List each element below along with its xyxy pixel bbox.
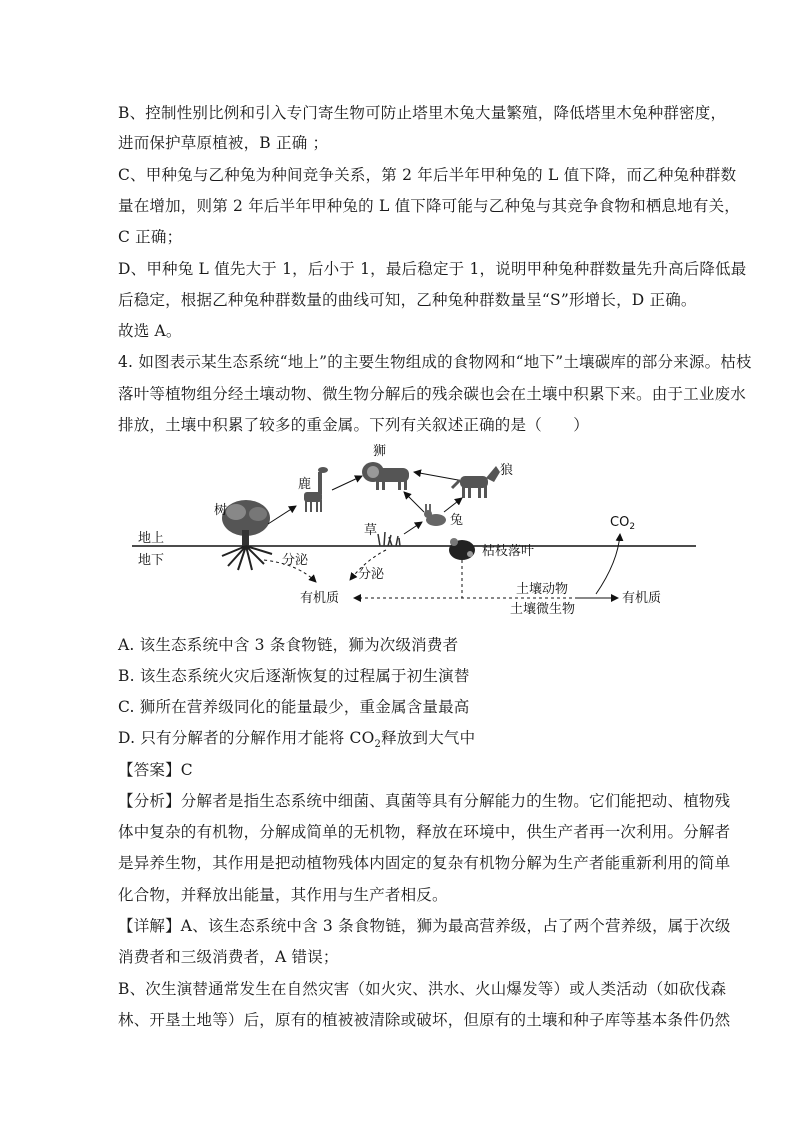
text-line: 进而保护草原植被，B 正确 ； [118,134,329,152]
answer: 【答案】C [118,761,193,779]
text-line: 故选 A。 [118,322,182,340]
label-soil-microbe: 土壤微生物 [510,602,576,617]
label-below: 地下 [138,553,165,568]
question-stem: 4. 如图表示某生态系统“地上”的主要生物组成的食物网和“地下”土壤碳库的部分来源。枯枝 [118,353,752,371]
label-tree: 树 [214,503,228,518]
question-stem: 落叶等植物组分经土壤动物、微生物分解后的残余碳也会在土壤中积累下来。由于工业废水 [118,385,747,403]
text-line: C 正确； [118,228,183,246]
analysis-line: 【分析】分解者是指生态系统中细菌、真菌等具有分解能力的生物。它们能把动、植物残 [118,792,731,810]
option-a: A. 该生态系统中含 3 条食物链，狮为次级消费者 [118,636,459,654]
label-above: 地上 [138,531,165,546]
litter-icon [449,538,475,560]
arrow-grass-rabbit [404,522,422,534]
arrow-tree-deer [268,506,296,524]
label-organic-right: 有机质 [622,591,662,606]
detail-line: 【详解】A、该生态系统中含 3 条食物链，狮为最高营养级，占了两个营养级，属于次级 [118,917,731,935]
tree-icon [222,500,272,570]
question-stem: 排放，土壤中积累了较多的重金属。下列有关叙述正确的是（ ） [118,416,590,434]
grass-icon [378,532,400,546]
arrow-rabbit-lion [404,492,424,512]
analysis-line: 化合物，并释放出能量，其作用与生产者相反。 [118,886,448,904]
label-organic-left: 有机质 [300,591,340,606]
label-soil-animal: 土壤动物 [516,582,569,597]
option-b: B. 该生态系统火灾后逐渐恢复的过程属于初生演替 [118,667,470,685]
text-line: C、甲种兔与乙种兔为种间竞争关系，第 2 年后半年甲种兔的 L 值下降，而乙种兔种群数 [118,166,737,184]
label-rabbit: 兔 [450,513,464,528]
food-web-figure [118,442,698,624]
arrow-wolf-lion [414,472,458,480]
text-line: D、甲种兔 L 值先大于 1，后小于 1，最后稳定于 1，说明甲种兔种群数量先升高后降低最 [118,260,747,278]
rabbit-icon [424,504,446,526]
arrow-rabbit-wolf [444,498,462,512]
detail-line: 林、开垦土地等）后，原有的植被被清除或破坏，但原有的土壤和种子库等基本条件仍然 [118,1011,731,1029]
label-secrete-1: 分泌 [282,553,309,568]
arrow-deer-lion [332,476,362,490]
label-litter: 枯枝落叶 [482,544,535,559]
label-lion: 狮 [373,444,387,459]
label-secrete-2: 分泌 [358,567,385,582]
text-line: 量在增加，则第 2 年后半年甲种兔的 L 值下降可能与乙种兔与其竞争食物和栖息地有关， [118,197,740,215]
text-line: B、控制性别比例和引入专门寄生物可防止塔里木兔大量繁殖，降低塔里木兔种群密度， [118,104,727,122]
option-d: D. 只有分解者的分解作用才能将 $CO_2$释放到大气中 [118,729,476,751]
detail-line: 消费者和三级消费者，A 错误； [118,948,339,966]
text-line: 后稳定，根据乙种兔种群数量的曲线可知，乙种兔种群数量呈“S”形增长，D 正确。 [118,291,697,309]
detail-line: B、次生演替通常发生在自然灾害（如火灾、洪水、火山爆发等）或人类活动（如砍伐森 [118,980,727,998]
lion-icon [362,462,409,490]
label-grass: 草 [364,523,378,538]
analysis-line: 是异养生物，其作用是把动植物残体内固定的复杂有机物分解为生产者能重新利用的简单 [118,854,731,872]
label-wolf: 狼 [500,463,514,478]
label-co2: $CO_2$ [610,515,636,532]
arrow-co2 [596,534,620,594]
option-c: C. 狮所在营养级同化的能量最少，重金属含量最高 [118,698,470,716]
analysis-line: 体中复杂的有机物，分解成简单的无机物，释放在环境中，供生产者再一次利用。分解者 [118,823,731,841]
label-deer: 鹿 [298,477,312,492]
wolf-icon [452,466,500,498]
